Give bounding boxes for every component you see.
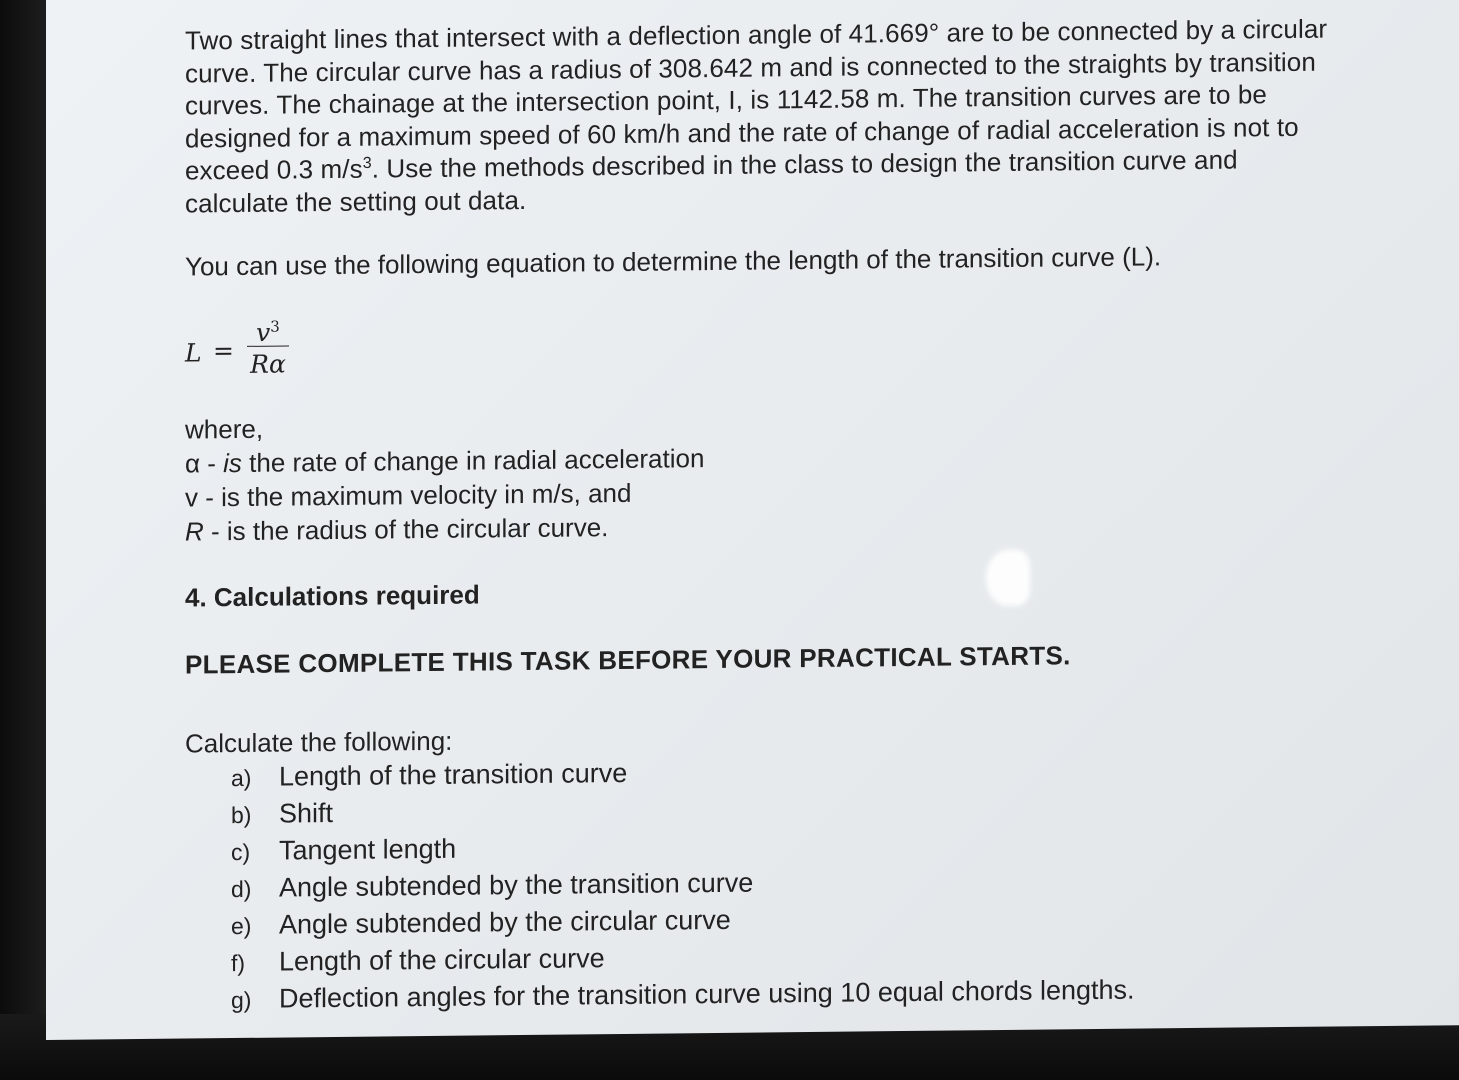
formula-lhs: L <box>185 338 202 368</box>
list-marker: b) <box>231 801 252 829</box>
formula-equals: = <box>213 336 234 366</box>
section-heading: 4. Calculations required <box>185 579 480 613</box>
alpha-is: is <box>223 447 242 479</box>
list-marker: d) <box>231 875 252 903</box>
list-text: Angle subtended by the circular curve <box>279 904 731 940</box>
problem-text: exceed 0.3 m/s <box>185 153 363 186</box>
v-definition: v - is the maximum velocity in m/s, and <box>185 477 632 513</box>
list-marker: f) <box>231 949 246 977</box>
numerator-exponent: 3 <box>270 317 280 336</box>
alpha-rest: the rate of change in radial acceleration <box>241 443 705 478</box>
variable-definitions <box>185 400 1400 549</box>
list-text: Angle subtended by the transition curve <box>279 867 754 903</box>
screen <box>46 0 1459 1040</box>
problem-text: . Use the methods described in the class to design the transition curve and <box>371 144 1238 184</box>
formula-fraction <box>247 309 289 380</box>
list-text: Length of the circular curve <box>279 943 605 977</box>
list-text: Tangent length <box>279 833 457 866</box>
problem-line: designed for a maximum speed of 60 km/h and the rate of change of radial acceleration is not to <box>185 111 1299 154</box>
document <box>185 12 1400 1019</box>
r-symbol: R <box>185 516 204 547</box>
alpha-sep: - <box>200 448 224 479</box>
list-marker: g) <box>231 986 252 1014</box>
list-marker: c) <box>231 838 251 866</box>
problem-line: Two straight lines that intersect with a deflection angle of 41.669° are to be connected by a circular <box>185 13 1328 56</box>
list-text: Deflection angles for the transition curve using 10 equal chords lengths. <box>279 974 1135 1014</box>
numerator-symbol: v <box>256 317 271 348</box>
list-marker: a) <box>231 764 252 792</box>
equation-intro: You can use the following equation to determine the length of the transition curve (L). <box>185 241 1162 282</box>
notice: PLEASE COMPLETE THIS TASK BEFORE YOUR PRACTICAL STARTS. <box>185 640 1071 680</box>
calc-title: Calculate the following: <box>185 725 453 759</box>
alpha-symbol: α <box>185 448 201 479</box>
list-text: Shift <box>279 797 334 829</box>
where-label: where, <box>185 413 264 445</box>
formula-numerator <box>247 309 289 348</box>
list-marker: e) <box>231 912 252 940</box>
calc-items <box>185 747 1400 1019</box>
list-text: Length of the transition curve <box>279 757 628 792</box>
problem-line: curve. The circular curve has a radius of 308.642 m and is connected to the straights by transition <box>185 46 1316 89</box>
problem-line: calculate the setting out data. <box>185 184 527 219</box>
problem-statement <box>185 12 1400 220</box>
superscript: 3 <box>362 154 372 173</box>
formula-denominator: Rα <box>250 349 286 379</box>
calculations-list <box>185 716 1400 1019</box>
monitor-bezel-left <box>0 0 46 1080</box>
transition-length-formula <box>185 298 1400 401</box>
r-rest: - is the radius of the circular curve. <box>203 512 609 547</box>
problem-line: curves. The chainage at the intersection point, I, is 1142.58 m. The transition curves are to be <box>185 79 1267 121</box>
